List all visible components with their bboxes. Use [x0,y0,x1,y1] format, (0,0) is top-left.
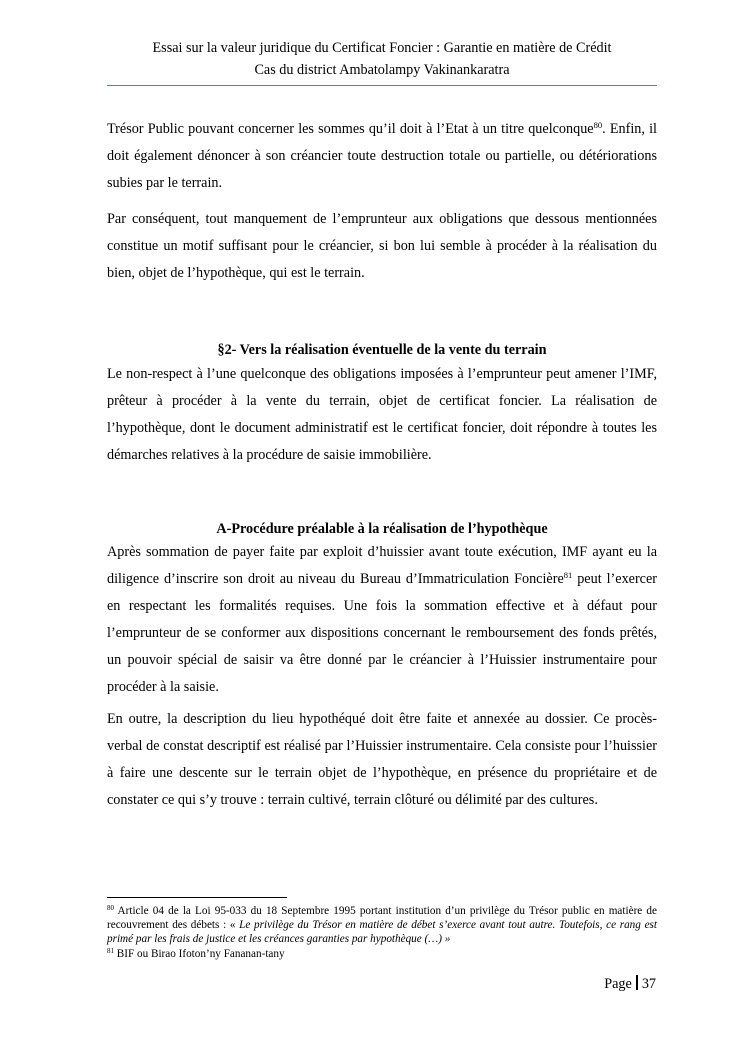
section-heading-2: §2- Vers la réalisation éventuelle de la vente du terrain [217,342,547,358]
page-number-value: 37 [641,976,656,992]
paragraph-4 [107,539,657,701]
header-subtitle: Cas du district Ambatolampy Vakinankaratra [254,62,510,78]
paragraph-4-text-a: Après sommation de payer faite par exploit d’huissier avant toute exécution, IMF ayant eu la diligence d’inscrire son droit au niveau du Bureau d’Immatriculation Foncière [107,544,657,587]
footnote-81 [107,947,657,961]
header-title: Essai sur la valeur juridique du Certificat Foncier : Garantie en matière de Crédit [152,40,612,56]
page-label: Page [604,976,632,992]
footnote-80-number: 80 [107,904,114,912]
paragraph-5: En outre, la description du lieu hypothéqué doit être faite et annexée au dossier. Ce procès-verbal de constat descriptif est réalisé par l’Huissier instrumentaire. Cela consiste pour l’huissier à faire une descente sur le terrain objet de l’hypothèque, en présence du propriétaire et de constater ce qui s’y trouve : terrain cultivé, terrain clôturé ou délimité par des cultures. [107,711,657,808]
footnote-ref-80[interactable]: 80 [593,120,603,130]
paragraph-1 [107,116,657,197]
subsection-heading-a: A-Procédure préalable à la réalisation de l’hypothèque [216,521,548,537]
page-number-divider [636,975,638,990]
paragraph-2: Par conséquent, tout manquement de l’emprunteur aux obligations que dessous mentionnées constitue un motif suffisant pour le créancier, si bon lui semble à procéder à la réalisation du bien, objet de l’hypothèque, qui est le terrain. [107,211,657,281]
page-number [604,975,656,993]
footnote-81-text: BIF ou Birao Ifoton’ny Fananan-tany [114,948,285,960]
running-header [107,37,657,81]
footnote-80 [107,904,657,947]
footnote-80-text: Article 04 de la Loi 95-033 du 18 Septembre 1995 portant institution d’un privilège du Trésor public en matière de recouvrement des débets : « [107,905,657,932]
footnote-separator [107,897,287,898]
header-rule [107,85,657,86]
footnote-81-number: 81 [107,947,114,955]
paragraph-3: Le non-respect à l’une quelconque des obligations imposées à l’emprunteur peut amener l’IMF, prêteur à procéder à la vente du terrain, objet de certificat foncier. La réalisation de l’hypothèque, dont le document administratif est le certificat foncier, doit répondre à toutes les démarches relatives à la procédure de saisie immobilière. [107,366,657,463]
paragraph-4-text-b: peut l’exercer en respectant les formalités requises. Une fois la sommation effective et à défaut pour l’emprunteur de se conformer aux dispositions concernant le remboursement des fonds prêtés, un pouvoir spécial de saisir va être donné par le créancier à l’Huissier instrumentaire pour procéder à la saisie. [107,571,657,695]
paragraph-1-text-b: . Enfin, il doit également dénoncer à son créancier toute destruction totale ou partielle, ou détériorations subies par le terrain. [107,121,657,191]
footnote-ref-81[interactable]: 81 [563,570,573,580]
footnote-80-quote: Le privilège du Trésor en matière de débet s’exerce avant tout autre. Toutefois, ce rang est primé par les frais de justice et les créances garanties par hypothèque (…) » [107,919,657,946]
paragraph-1-text-a: Trésor Public pouvant concerner les sommes qu’il doit à l’Etat à un titre quelconque [107,121,594,137]
